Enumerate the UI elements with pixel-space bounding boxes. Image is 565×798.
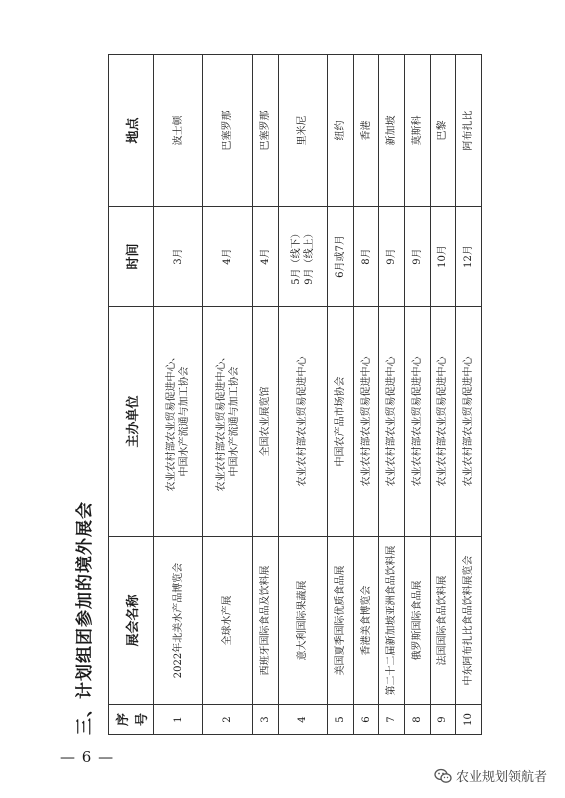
cell-time (353, 207, 379, 307)
wechat-icon (434, 768, 452, 784)
cell-organizer (278, 307, 327, 537)
cell-index: 6 (353, 705, 379, 735)
cell-time (456, 207, 482, 307)
cell-place: 波士顿 (154, 55, 203, 207)
time-line: 4月 (222, 248, 234, 265)
time-line: 4月 (259, 248, 271, 265)
section-title: 三、计划组团参加的境外展会 (75, 501, 95, 735)
time-line: 5月（线下） (290, 228, 302, 285)
time-line: 12月 (463, 245, 475, 268)
organizer-line: 农业农村部农业贸易促进中心 (411, 356, 423, 487)
table-row (252, 55, 278, 735)
cell-place: 里米尼 (278, 55, 327, 207)
table-row (430, 55, 456, 735)
cell-index: 5 (328, 705, 354, 735)
table-header-row (109, 55, 154, 735)
watermark-text: 农业规划领航者 (455, 770, 547, 785)
cell-index: 7 (379, 705, 405, 735)
cell-time (278, 207, 327, 307)
organizer-line: 农业农村部农业贸易促进中心 (360, 356, 372, 487)
cell-exhibition-name: 意大利国际果蔬展 (278, 537, 327, 705)
cell-time (404, 207, 430, 307)
organizer-line: 农业农村部农业贸易促进中心、 (215, 351, 227, 492)
time-line: 3月 (172, 248, 184, 265)
rotated-page-content (68, 55, 483, 735)
time-line: 6月或7月 (334, 235, 346, 278)
cell-time (203, 207, 252, 307)
cell-index: 8 (404, 705, 430, 735)
organizer-line: 中国水产流通与加工协会 (228, 366, 240, 477)
cell-exhibition-name: 俄罗斯国际食品展 (404, 537, 430, 705)
cell-organizer (353, 307, 379, 537)
cell-place: 纽约 (328, 55, 354, 207)
cell-exhibition-name: 西班牙国际食品及饮料展 (252, 537, 278, 705)
cell-time (328, 207, 354, 307)
cell-organizer (154, 307, 203, 537)
time-line: 9月 (411, 248, 423, 265)
header-place: 地点 (109, 55, 154, 207)
table-row (328, 55, 354, 735)
header-organizer: 主办单位 (109, 307, 154, 537)
cell-place: 巴塞罗那 (252, 55, 278, 207)
cell-exhibition-name: 第二十二届新加坡亚洲食品饮料展 (379, 537, 405, 705)
cell-organizer (430, 307, 456, 537)
cell-time (252, 207, 278, 307)
cell-place: 莫斯科 (404, 55, 430, 207)
cell-time (430, 207, 456, 307)
cell-organizer (456, 307, 482, 537)
table-row (404, 55, 430, 735)
cell-exhibition-name: 2022年北美水产品博览会 (154, 537, 203, 705)
cell-exhibition-name: 美国夏季国际优质食品展 (328, 537, 354, 705)
organizer-line: 全国农业展览馆 (259, 386, 271, 457)
table-row (278, 55, 327, 735)
organizer-line: 农业农村部农业贸易促进中心 (297, 356, 309, 487)
time-line: 8月 (360, 248, 372, 265)
table-row (154, 55, 203, 735)
cell-index: 9 (430, 705, 456, 735)
cell-place: 阿布扎比 (456, 55, 482, 207)
cell-index: 10 (456, 705, 482, 735)
cell-exhibition-name: 香港美食博览会 (353, 537, 379, 705)
exhibition-table (108, 54, 482, 735)
cell-time (379, 207, 405, 307)
cell-place: 新加坡 (379, 55, 405, 207)
cell-organizer (203, 307, 252, 537)
watermark (434, 766, 547, 785)
cell-index: 4 (278, 705, 327, 735)
organizer-line: 中国农产品市场协会 (334, 376, 346, 467)
organizer-line: 农业农村部农业贸易促进中心 (437, 356, 449, 487)
table-row (203, 55, 252, 735)
time-line: 9月 (386, 248, 398, 265)
organizer-line: 中国水产流通与加工协会 (179, 366, 191, 477)
cell-place: 巴塞罗那 (203, 55, 252, 207)
cell-place: 巴黎 (430, 55, 456, 207)
header-time: 时间 (109, 207, 154, 307)
header-index: 序号 (109, 705, 154, 735)
cell-organizer (252, 307, 278, 537)
cell-time (154, 207, 203, 307)
cell-organizer (328, 307, 354, 537)
page-number: — 6 — (60, 748, 115, 766)
cell-organizer (379, 307, 405, 537)
cell-index: 3 (252, 705, 278, 735)
cell-exhibition-name: 法国国际食品饮料展 (430, 537, 456, 705)
table-row (353, 55, 379, 735)
cell-index: 2 (203, 705, 252, 735)
table-row (456, 55, 482, 735)
cell-organizer (404, 307, 430, 537)
organizer-line: 农业农村部农业贸易促进中心 (463, 356, 475, 487)
time-line: 10月 (437, 245, 449, 268)
organizer-line: 农业农村部农业贸易促进中心 (386, 356, 398, 487)
cell-exhibition-name: 全球水产展 (203, 537, 252, 705)
cell-exhibition-name: 中东阿布扎比食品饮料展览会 (456, 537, 482, 705)
time-line: 9月（线上） (303, 228, 315, 285)
table-row (379, 55, 405, 735)
table-body (154, 55, 482, 735)
cell-index: 1 (154, 705, 203, 735)
organizer-line: 农业农村部农业贸易促进中心、 (166, 351, 178, 492)
header-exhibition-name: 展会名称 (109, 537, 154, 705)
cell-place: 香港 (353, 55, 379, 207)
